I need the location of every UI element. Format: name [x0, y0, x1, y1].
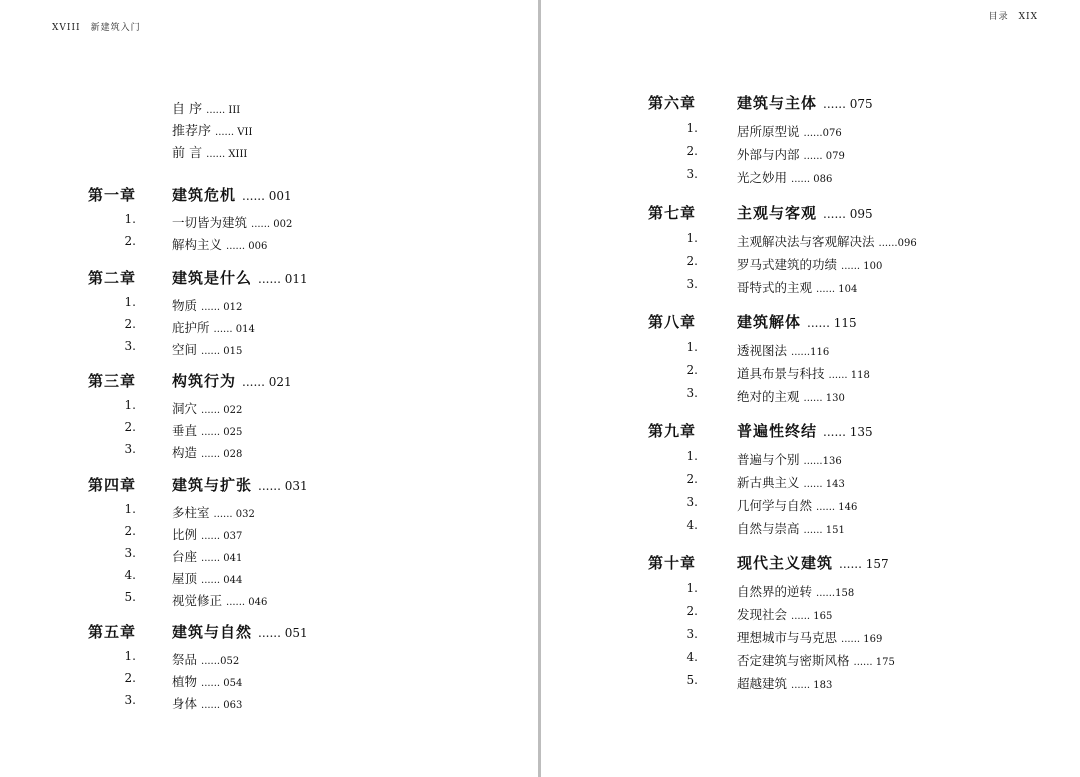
section-number: 2.	[124, 317, 136, 331]
chapter-title: 构筑行为	[172, 372, 237, 390]
section-page: ......052	[201, 656, 240, 667]
chapter-title: 建筑是什么	[172, 269, 253, 287]
section-title: 主观解决法与客观解决法	[737, 234, 875, 249]
front-matter-page: ...... VII	[215, 127, 253, 138]
section-title: 光之妙用	[737, 170, 788, 185]
section-entry	[172, 398, 242, 417]
section-title: 植物	[172, 674, 198, 689]
section-title: 物质	[172, 298, 198, 313]
section-page: ...... 054	[201, 678, 243, 689]
section-number: 2.	[124, 420, 136, 434]
section-number: 2.	[124, 234, 136, 248]
section-entry	[737, 604, 832, 623]
chapter-number: 第七章	[648, 204, 697, 222]
section-title: 洞穴	[172, 401, 198, 416]
section-entry	[737, 449, 842, 468]
section-entry	[737, 167, 832, 186]
section-entry	[172, 317, 255, 336]
section-page: ...... 006	[226, 241, 268, 252]
section-number: 3.	[686, 627, 698, 641]
chapter-title: 主观与客观	[737, 204, 818, 222]
chapter-number: 第十章	[648, 554, 697, 572]
chapter-number: 第三章	[88, 372, 137, 390]
section-number: 2.	[124, 524, 136, 538]
front-matter-entry	[172, 142, 247, 161]
chapter-heading	[172, 370, 292, 391]
section-number: 4.	[686, 518, 698, 532]
section-number: 3.	[124, 339, 136, 353]
section-page: ...... 025	[201, 427, 243, 438]
section-page: ...... 079	[803, 151, 845, 162]
chapter-page: ...... 051	[258, 626, 308, 640]
chapter-title: 建筑与主体	[737, 94, 818, 112]
section-page: ...... 022	[201, 405, 243, 416]
section-page: ......136	[803, 456, 842, 467]
section-title: 几何学与自然	[737, 498, 813, 513]
section-page: ...... 037	[201, 531, 243, 542]
front-matter-label: 自 序	[172, 102, 203, 117]
section-page: ...... 028	[201, 449, 243, 460]
chapter-number: 第二章	[88, 269, 137, 287]
section-title: 绝对的主观	[737, 389, 800, 404]
section-number: 1.	[124, 649, 136, 663]
front-matter-page: ...... III	[206, 105, 241, 116]
section-entry	[737, 121, 842, 140]
section-entry	[172, 649, 239, 668]
chapter-heading	[737, 420, 873, 441]
section-page: ......158	[816, 588, 855, 599]
section-number: 5.	[124, 590, 136, 604]
chapter-page: ...... 157	[839, 557, 889, 571]
section-title: 否定建筑与密斯风格	[737, 653, 850, 668]
chapter-page: ...... 001	[242, 189, 292, 203]
section-entry	[737, 495, 857, 514]
section-number: 1.	[124, 212, 136, 226]
section-title: 身体	[172, 696, 198, 711]
section-title: 构造	[172, 445, 198, 460]
section-page: ......096	[878, 238, 917, 249]
section-page: ...... 146	[816, 502, 858, 513]
section-number: 3.	[124, 442, 136, 456]
section-title: 垂直	[172, 423, 198, 438]
section-title: 哥特式的主观	[737, 280, 813, 295]
left-page	[0, 0, 538, 777]
section-page: ...... 086	[791, 174, 833, 185]
chapter-title: 建筑危机	[172, 186, 237, 204]
section-number: 2.	[686, 472, 698, 486]
section-entry	[737, 231, 917, 250]
section-page: ......076	[803, 128, 842, 139]
section-page: ...... 046	[226, 597, 268, 608]
chapter-heading	[172, 474, 308, 495]
chapter-number: 第一章	[88, 186, 137, 204]
section-title: 祭品	[172, 652, 198, 667]
section-number: 2.	[686, 254, 698, 268]
chapter-heading	[172, 267, 308, 288]
section-entry	[737, 340, 829, 359]
section-number: 1.	[686, 449, 698, 463]
chapter-number: 第九章	[648, 422, 697, 440]
section-number: 3.	[124, 546, 136, 560]
chapter-page: ...... 095	[823, 207, 873, 221]
section-entry	[172, 524, 242, 543]
section-entry	[172, 590, 267, 609]
section-title: 屋顶	[172, 571, 198, 586]
chapter-title: 建筑与扩张	[172, 476, 253, 494]
chapter-heading	[172, 621, 308, 642]
chapter-title: 建筑解体	[737, 313, 802, 331]
section-entry	[737, 673, 832, 692]
section-entry	[172, 339, 242, 358]
section-page: ......116	[791, 347, 830, 358]
section-title: 发现社会	[737, 607, 788, 622]
section-entry	[737, 650, 895, 669]
section-number: 3.	[686, 495, 698, 509]
section-number: 2.	[124, 671, 136, 685]
chapter-page: ...... 021	[242, 375, 292, 389]
chapter-page: ...... 011	[258, 272, 308, 286]
chapter-page: ...... 115	[807, 316, 857, 330]
chapter-heading	[737, 92, 873, 113]
chapter-title: 建筑与自然	[172, 623, 253, 641]
section-number: 2.	[686, 144, 698, 158]
section-title: 普遍与个别	[737, 452, 800, 467]
section-number: 1.	[124, 502, 136, 516]
chapter-heading	[737, 202, 873, 223]
section-page: ...... 118	[828, 370, 870, 381]
section-number: 3.	[686, 277, 698, 291]
section-page: ...... 063	[201, 700, 243, 711]
section-page: ...... 012	[201, 302, 243, 313]
section-entry	[172, 693, 242, 712]
chapter-number: 第六章	[648, 94, 697, 112]
section-entry	[172, 546, 242, 565]
section-number: 4.	[124, 568, 136, 582]
section-entry	[172, 442, 242, 461]
section-entry	[172, 568, 242, 587]
section-title: 居所原型说	[737, 124, 800, 139]
section-number: 2.	[686, 604, 698, 618]
chapter-page: ...... 075	[823, 97, 873, 111]
section-entry	[737, 363, 870, 382]
section-title: 超越建筑	[737, 676, 788, 691]
front-matter-label: 前 言	[172, 146, 203, 161]
section-number: 1.	[686, 121, 698, 135]
section-entry	[737, 581, 854, 600]
section-number: 4.	[686, 650, 698, 664]
section-title: 自然与崇高	[737, 521, 800, 536]
section-number: 2.	[686, 363, 698, 377]
section-title: 台座	[172, 549, 198, 564]
section-page: ...... 165	[791, 611, 833, 622]
section-title: 视觉修正	[172, 593, 223, 608]
section-page: ...... 100	[841, 261, 883, 272]
chapter-title: 普遍性终结	[737, 422, 818, 440]
section-title: 比例	[172, 527, 198, 542]
section-title: 多柱室	[172, 505, 210, 520]
section-entry	[737, 518, 845, 537]
section-number: 3.	[124, 693, 136, 707]
section-page: ...... 002	[251, 219, 293, 230]
section-page: ...... 014	[213, 324, 255, 335]
section-entry	[737, 627, 882, 646]
chapter-heading	[737, 311, 857, 332]
section-entry	[737, 254, 882, 273]
chapter-number: 第八章	[648, 313, 697, 331]
section-title: 解构主义	[172, 237, 223, 252]
section-entry	[172, 420, 242, 439]
section-number: 1.	[124, 295, 136, 309]
right-running-head: 目录 XIX	[988, 12, 1038, 22]
section-page: ...... 183	[791, 680, 833, 691]
section-title: 新古典主义	[737, 475, 800, 490]
section-number: 1.	[124, 398, 136, 412]
section-page: ...... 151	[803, 525, 845, 536]
section-title: 一切皆为建筑	[172, 215, 248, 230]
chapter-page: ...... 135	[823, 425, 873, 439]
section-entry	[172, 295, 242, 314]
front-matter-label: 推荐序	[172, 124, 212, 139]
chapter-number: 第五章	[88, 623, 137, 641]
right-page	[541, 0, 1080, 777]
section-number: 1.	[686, 231, 698, 245]
section-number: 5.	[686, 673, 698, 687]
section-number: 3.	[686, 167, 698, 181]
section-title: 透视图法	[737, 343, 788, 358]
section-page: ...... 104	[816, 284, 858, 295]
front-matter-entry	[172, 98, 240, 117]
section-page: ...... 032	[213, 509, 255, 520]
section-page: ...... 015	[201, 346, 243, 357]
section-page: ...... 175	[853, 657, 895, 668]
section-title: 罗马式建筑的功绩	[737, 257, 838, 272]
chapter-heading	[172, 184, 292, 205]
section-entry	[737, 386, 845, 405]
section-title: 空间	[172, 342, 198, 357]
section-entry	[737, 277, 857, 296]
section-entry	[172, 234, 267, 253]
section-entry	[172, 212, 292, 231]
section-page: ...... 044	[201, 575, 243, 586]
section-number: 1.	[686, 581, 698, 595]
chapter-page: ...... 031	[258, 479, 308, 493]
section-entry	[172, 671, 242, 690]
section-entry	[737, 472, 845, 491]
section-title: 外部与内部	[737, 147, 800, 162]
section-page: ...... 143	[803, 479, 845, 490]
chapter-number: 第四章	[88, 476, 137, 494]
section-number: 1.	[686, 340, 698, 354]
section-title: 自然界的逆转	[737, 584, 813, 599]
section-page: ...... 130	[803, 393, 845, 404]
section-entry	[172, 502, 255, 521]
section-entry	[737, 144, 845, 163]
chapter-title: 现代主义建筑	[737, 554, 834, 572]
section-title: 庇护所	[172, 320, 210, 335]
left-running-head: XVIII 新建筑入门	[52, 23, 141, 33]
front-matter-entry	[172, 120, 252, 139]
front-matter-page: ...... XIII	[206, 149, 248, 160]
chapter-heading	[737, 552, 889, 573]
section-page: ...... 041	[201, 553, 243, 564]
section-number: 3.	[686, 386, 698, 400]
section-title: 理想城市与马克思	[737, 630, 838, 645]
section-page: ...... 169	[841, 634, 883, 645]
section-title: 道具布景与科技	[737, 366, 825, 381]
